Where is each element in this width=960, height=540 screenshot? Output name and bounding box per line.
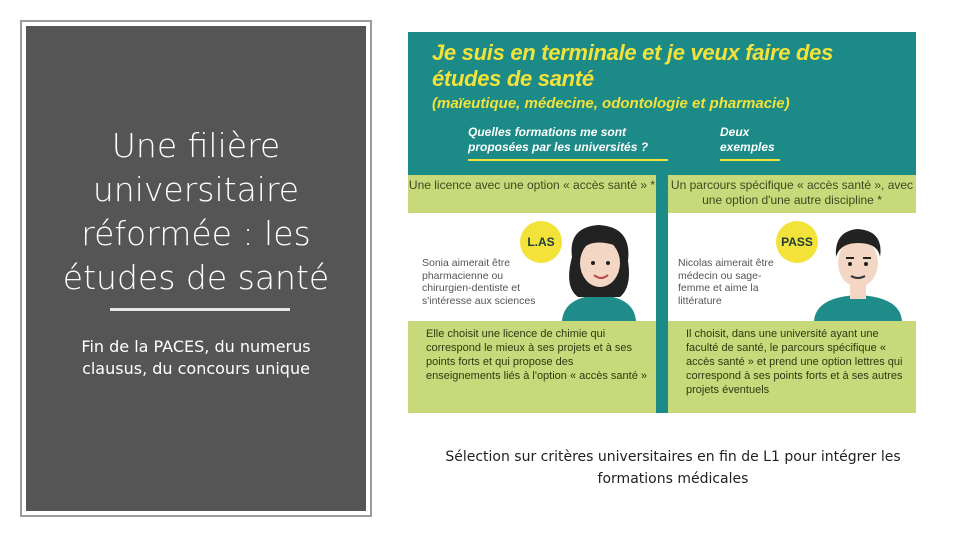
las-badge: L.AS (520, 221, 562, 263)
las-choice: Elle choisit une licence de chimie qui correspond le mieux à ses projets et à ses points forts et qui propose des enseignements liés à l'option « accès santé » (408, 321, 656, 413)
pass-example (668, 213, 916, 321)
title-panel-frame (20, 20, 372, 517)
las-example (408, 213, 656, 321)
infographic (408, 32, 916, 413)
pass-badge: PASS (776, 221, 818, 263)
las-header: Une licence avec une option « accès santé » * (408, 175, 656, 213)
infographic-subtitle: (maïeutique, médecine, odontologie et pharmacie) (432, 95, 790, 112)
slide-caption: Sélection sur critères universitaires en fin de L1 pour intégrer les formations médicales (445, 449, 901, 487)
infographic-title: Je suis en terminale et je veux faire des études de santé (432, 40, 834, 91)
las-person-text: Sonia aimerait être pharmacienne ou chirurgien-dentiste et s'intéresse aux sciences (422, 257, 536, 307)
man-portrait-icon (808, 217, 908, 321)
pass-header: Un parcours spécifique « accès santé », avec une option d'une autre discipline * (668, 175, 916, 213)
pass-column (668, 175, 916, 413)
las-column (408, 175, 656, 413)
pass-choice: Il choisit, dans une université ayant une faculté de santé, le parcours spécifique « accès santé » et prend une option lettres qui correspond à ses points forts et à ses autres projets éventuels (668, 321, 916, 413)
question-label: Quelles formations me sont proposées par les universités ? (468, 125, 668, 161)
title-divider (110, 308, 290, 311)
slide-subtitle: Fin de la PACES, du numerus clausus, du concours unique (81, 337, 311, 378)
title-panel (26, 26, 366, 511)
slide-title: Une filière universitaire réformée : les études de santé (62, 126, 330, 297)
pass-person-text: Nicolas aimerait être médecin ou sage-femme et aime la littérature (678, 257, 774, 307)
examples-label: Deux exemples (720, 125, 780, 161)
woman-portrait-icon (554, 217, 644, 321)
